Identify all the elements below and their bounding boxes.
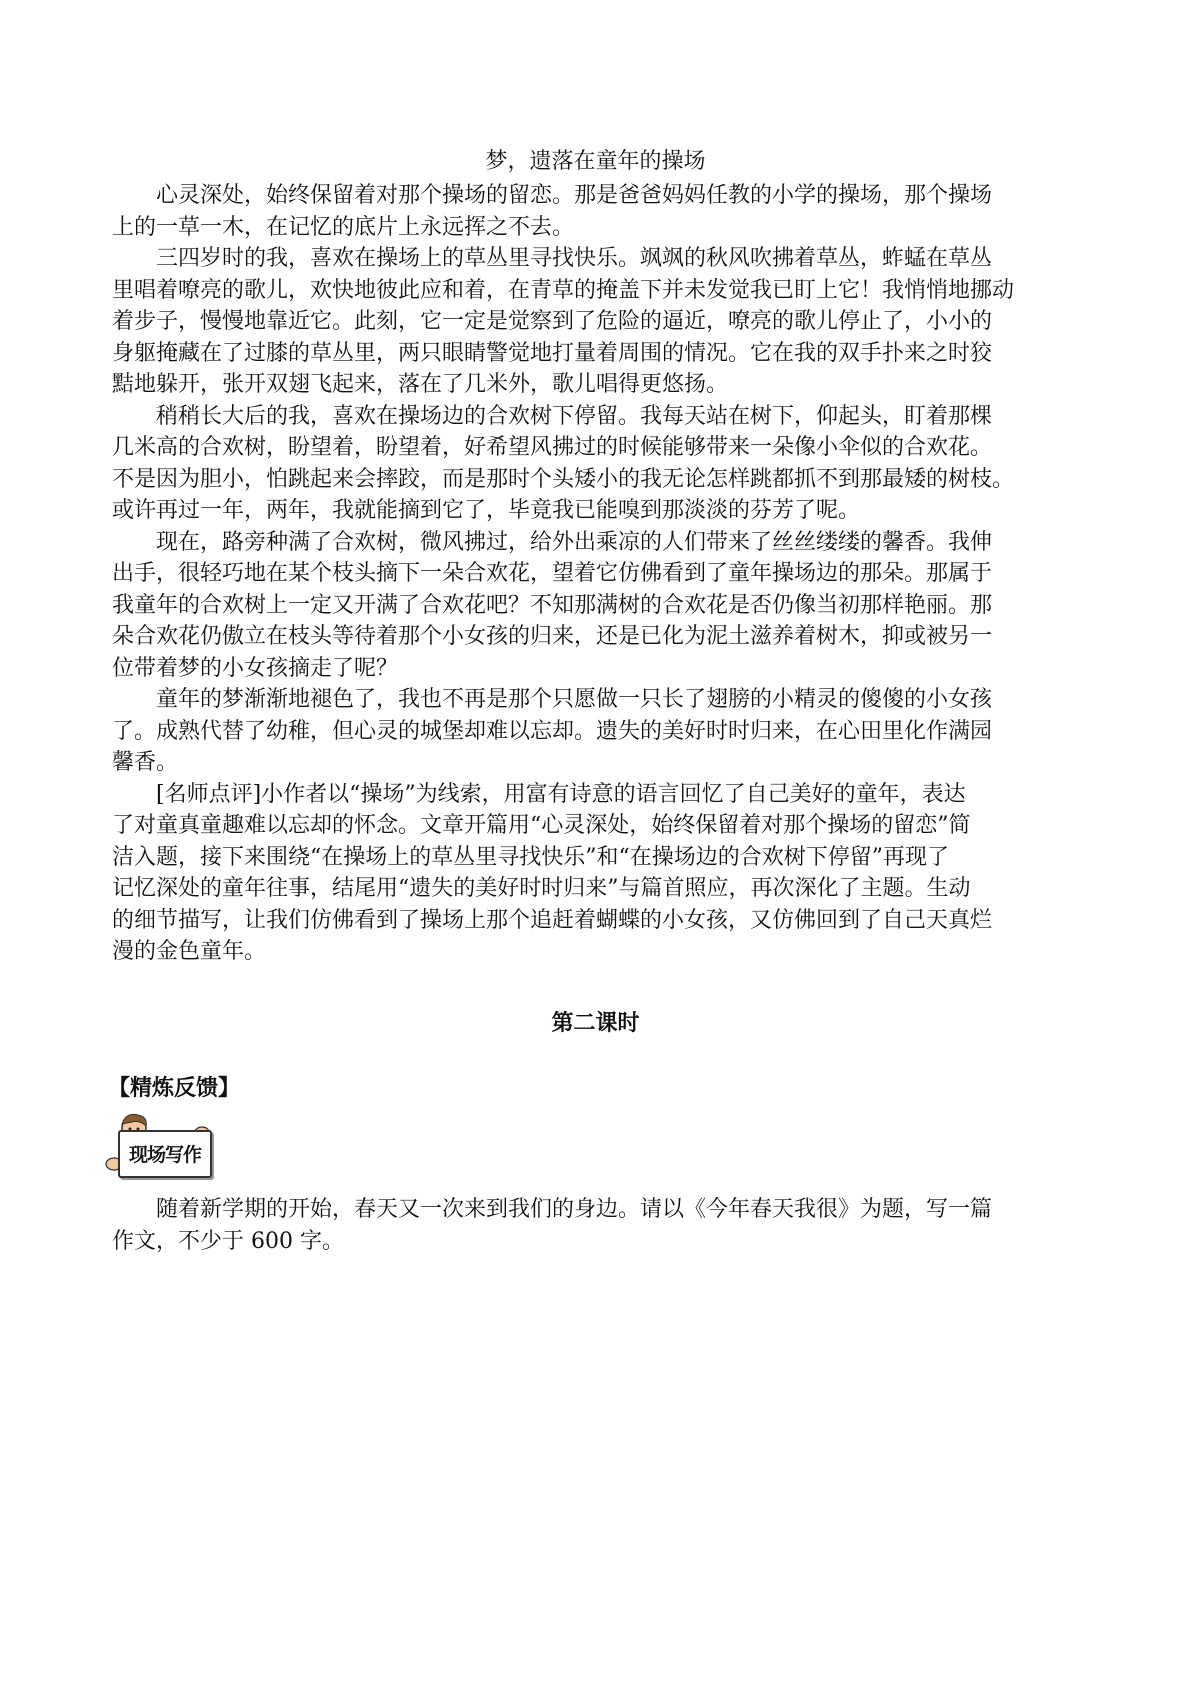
essay-line: 几米高的合欢树，盼望着，盼望着，好希望风拂过的时候能够带来一朵像小伞似的合欢花。 — [112, 435, 993, 460]
essay-line: 馨香。 — [112, 750, 179, 775]
essay-line: 位带着梦的小女孩摘走了呢？ — [112, 655, 399, 681]
essay-line: 上的一草一木，在记忆的底片上永远挥之不去。 — [112, 214, 575, 240]
essay-line: 漫的金色童年。 — [112, 939, 267, 964]
essay-line: 不是因为胆小，怕跳起来会摔跤，而是那时个头矮小的我无论怎样跳都抓不到那最矮的树枝。 — [112, 466, 1015, 492]
section-title: 第二课时 — [551, 1011, 640, 1036]
essay-line: 现在，路旁种满了合欢树，微风拂过，给外出乘凉的人们带来了丝丝缕缕的馨香。我伸 — [112, 529, 993, 555]
essay-line: 黠地躲开，张开双翅飞起来，落在了几米外，歌儿唱得更悠扬。 — [112, 372, 729, 397]
essay-line: 记忆深处的童年往事，结尾用“遗失的美好时时归来”与篇首照应，再次深化了主题。生动 — [112, 876, 971, 901]
feedback-heading: 【精炼反馈】 — [108, 1076, 241, 1101]
essay-line: 或许再过一年，两年，我就能摘到它了，毕竟我已能嗅到那淡淡的芬芳了呢。 — [112, 498, 861, 523]
essay-line: 童年的梦渐渐地褪色了，我也不再是那个只愿做一只长了翅膀的小精灵的傻傻的小女孩 — [112, 687, 993, 712]
essay-line: 朵合欢花仍傲立在枝头等待着那个小女孩的归来，还是已化为泥土滋养着树木，抑或被另一 — [112, 624, 993, 649]
prompt-line: 随着新学期的开始，春天又一次来到我们的身边。请以《今年春天我很》为题，写一篇 — [112, 1197, 993, 1222]
writing-badge — [104, 1112, 214, 1182]
prompt-line: 作文，不少于 600 字。 — [112, 1228, 344, 1254]
essay-line: [名师点评]小作者以“操场”为线索，用富有诗意的语言回忆了自己美好的童年，表达 — [112, 781, 966, 807]
essay-line: 的细节描写，让我们仿佛看到了操场上那个追赶着蝴蝶的小女孩，又仿佛回到了自己天真烂 — [112, 907, 993, 933]
writing-prompt — [112, 1194, 1092, 1257]
essay-line: 洁入题，接下来围绕“在操场上的草丛里寻找快乐”和“在操场边的合欢树下停留”再现了 — [112, 844, 949, 870]
essay-line: 了对童真童趣难以忘却的怀念。文章开篇用“心灵深处，始终保留着对那个操场的留恋”简 — [112, 813, 971, 838]
badge-label: 现场写作 — [128, 1144, 201, 1166]
badge-board — [118, 1130, 212, 1178]
essay-line: 稍稍长大后的我，喜欢在操场边的合欢树下停留。我每天站在树下，仰起头，盯着那棵 — [112, 403, 993, 429]
essay-line: 身躯掩藏在了过膝的草丛里，两只眼睛警觉地打量着周围的情况。它在我的双手扑来之时狡 — [112, 340, 993, 366]
essay-title: 梦，遗落在童年的操场 — [485, 149, 706, 174]
essay-line: 心灵深处，始终保留着对那个操场的留恋。那是爸爸妈妈任教的小学的操场，那个操场 — [112, 183, 993, 208]
essay-line: 出手，很轻巧地在某个枝头摘下一朵合欢花，望着它仿佛看到了童年操场边的那朵。那属于 — [112, 561, 993, 586]
essay-line: 三四岁时的我，喜欢在操场上的草丛里寻找快乐。飒飒的秋风吹拂着草丛，蚱蜢在草丛 — [112, 246, 993, 271]
essay-line: 了。成熟代替了幼稚，但心灵的城堡却难以忘却。遗失的美好时时归来，在心田里化作满园 — [112, 718, 993, 744]
essay-line: 我童年的合欢树上一定又开满了合欢花吧？不知那满树的合欢花是否仍像当初那样艳丽。那 — [112, 592, 993, 618]
essay-body — [112, 180, 1092, 968]
essay-line: 着步子，慢慢地靠近它。此刻，它一定是觉察到了危险的逼近，嘹亮的歌儿停止了，小小的 — [112, 309, 993, 334]
essay-line: 里唱着嘹亮的歌儿，欢快地彼此应和着，在青草的掩盖下并未发觉我已盯上它！我悄悄地挪动 — [112, 277, 1015, 303]
